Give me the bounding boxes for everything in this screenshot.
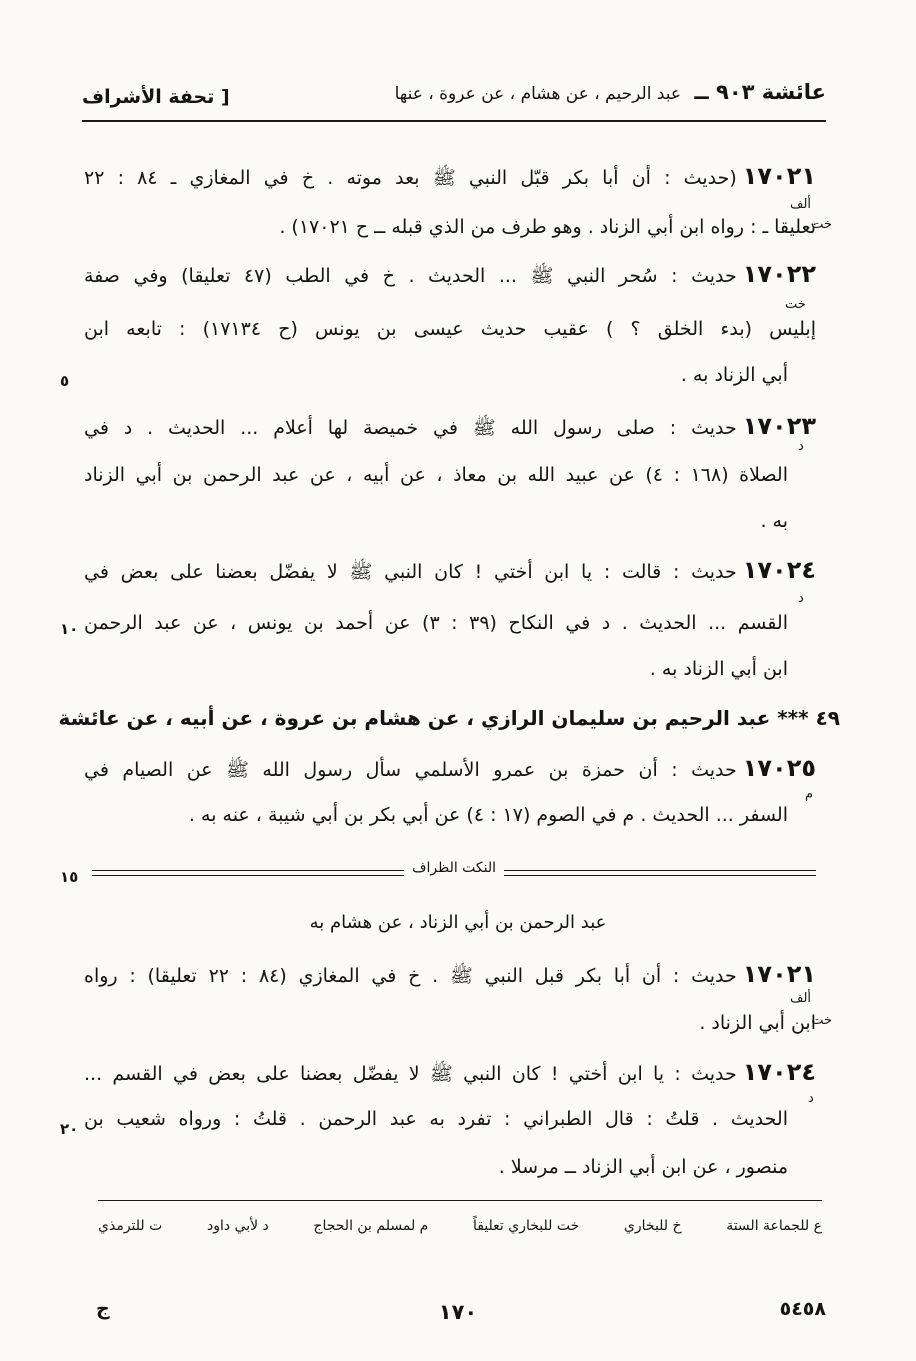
- footnote-item: د لأبي داود: [206, 1218, 269, 1234]
- entry-17022-line-1: ١٧٠٢٢حديث : سُحر النبي ﷺ ... الحديث . خ في الطب (٤٧ تعليقا) وفي صفة: [84, 260, 816, 288]
- siglum-dal: د: [808, 1091, 814, 1106]
- footnote-item: ع للجماعة الستة: [726, 1218, 822, 1234]
- header-title-group: [395, 80, 826, 104]
- siglum-khat: خت: [811, 217, 832, 232]
- nukat-entry-17024-line-2: الحديث . قلتُ : قال الطبراني : تفرد به عبد الرحمن . قلتُ : ورواه شعيب بن: [84, 1108, 788, 1130]
- siglum-mim: م: [805, 787, 814, 802]
- entry-17021-line-1: ١٧٠٢١(حديث : أن أبا بكر قبّل النبي ﷺ بعد موته . خ في المغازي ـ ٨٤ : ٢٢: [84, 162, 816, 190]
- nukat-entry-17021-line-2: ابن أبي الزناد .: [699, 1012, 816, 1034]
- header-book-title: [ تحفة الأشراف: [82, 86, 230, 108]
- entry-17024-line-1: ١٧٠٢٤حديث : قالت : يا ابن أختي ! كان النبي ﷺ لا يفضّل بعضنا على بعض في: [84, 556, 816, 584]
- nukat-entry-17021-line-1: ١٧٠٢١حديث : أن أبا بكر قبل النبي ﷺ . خ في المغازي (٨٤ : ٢٢ تعليقا) : رواه: [84, 960, 817, 988]
- nukat-label: النكت الظراف: [404, 860, 504, 876]
- siglum-dal: د: [798, 439, 804, 454]
- volume-page-number: ٥٤٥٨: [779, 1298, 826, 1320]
- entry-17024-line-2: القسم ... الحديث . د في النكاح (٣٩ : ٣) عن أحمد بن يونس ، عن عبد الرحمن: [84, 612, 788, 634]
- siglum-khat: خت: [811, 1013, 832, 1028]
- entry-number: ١٧٠٢١: [742, 162, 816, 190]
- footnote-divider: [98, 1200, 822, 1201]
- header-divider: [82, 120, 826, 122]
- sigla-key-footnote: [98, 1218, 822, 1234]
- margin-line-number-15: ١٥: [60, 868, 79, 886]
- entry-17024-line-3: ابن أبي الزناد به .: [649, 658, 788, 680]
- chain-stars: ***: [777, 706, 809, 730]
- siglum-alif: ألف: [790, 991, 812, 1006]
- header-title: عائشة ٩٠٣ ــ: [694, 80, 826, 104]
- entry-number: ١٧٠٢١: [742, 960, 817, 988]
- chain-text: عبد الرحيم بن سليمان الرازي ، عن هشام بن عروة ، عن أبيه ، عن عائشة: [58, 706, 771, 730]
- entry-17023-line-2: الصلاة (١٦٨ : ٤) عن عبيد الله بن معاذ ، عن أبيه ، عن عبد الرحمن بن أبي الزناد: [84, 464, 789, 486]
- nukat-entry-17024-line-3: منصور ، عن ابن أبي الزناد ــ مرسلا .: [498, 1156, 788, 1178]
- entry-17025-line-1: ١٧٠٢٥حديث : أن حمزة بن عمرو الأسلمي سأل رسول الله ﷺ عن الصيام في: [84, 754, 816, 782]
- margin-line-number-20: ٢٠: [60, 1120, 79, 1138]
- entry-17023-line-1: ١٧٠٢٣حديث : صلى رسول الله ﷺ في خميصة لها أعلام ... الحديث . د في: [84, 412, 816, 440]
- margin-line-number-5: ٥: [60, 372, 70, 390]
- siglum-khat: خت: [785, 297, 806, 312]
- nukat-entry-17024-line-1: ١٧٠٢٤حديث : يا ابن أختي ! كان النبي ﷺ لا يفضّل بعضنا على بعض في القسم ...: [84, 1058, 816, 1086]
- header-subtitle: عبد الرحيم ، عن هشام ، عن عروة ، عنها: [394, 84, 682, 104]
- entry-number: ١٧٠٢٣: [742, 412, 816, 440]
- entry-17023-line-3: به .: [760, 510, 788, 532]
- siglum-dal: د: [798, 591, 804, 606]
- chain-label: ٤٩: [815, 706, 840, 730]
- entry-17025-line-2: السفر ... الحديث . م في الصوم (١٧ : ٤) عن أبي بكر بن أبي شيبة ، عنه به .: [188, 804, 788, 826]
- page-number: ١٧٠: [438, 1300, 478, 1324]
- isnad-chain-heading: [59, 706, 840, 730]
- footnote-item: خ للبخاري: [623, 1218, 682, 1234]
- entry-number: ١٧٠٢٢: [742, 260, 816, 288]
- page-header: [82, 72, 826, 118]
- nukat-divider: [92, 858, 816, 888]
- siglum-alif: ألف: [790, 197, 812, 212]
- footnote-item: خت للبخاري تعليقاً: [472, 1218, 580, 1234]
- nukat-subtitle: عبد الرحمن بن أبي الزناد ، عن هشام به: [309, 912, 607, 933]
- margin-line-number-10: ١٠: [60, 620, 79, 638]
- entry-number: ١٧٠٢٥: [742, 754, 816, 782]
- entry-17021-line-2: تعليقا ـ : رواه ابن أبي الزناد . وهو طرف من الذي قبله ــ ح ١٧٠٢١) .: [279, 216, 816, 238]
- entry-17022-line-3: أبي الزناد به .: [680, 364, 788, 386]
- entry-17022-line-2: إبليس (بدء الخلق ؟ ) عقيب حديث عيسى بن يونس (ح ١٧١٣٤) : تابعه ابن: [84, 318, 816, 340]
- entry-number: ١٧٠٢٤: [742, 1058, 816, 1086]
- footnote-item: م لمسلم بن الحجاج: [313, 1218, 429, 1234]
- footnote-item: ت للترمذي: [98, 1218, 163, 1234]
- signature-mark: ج: [96, 1298, 110, 1320]
- entry-number: ١٧٠٢٤: [742, 556, 816, 584]
